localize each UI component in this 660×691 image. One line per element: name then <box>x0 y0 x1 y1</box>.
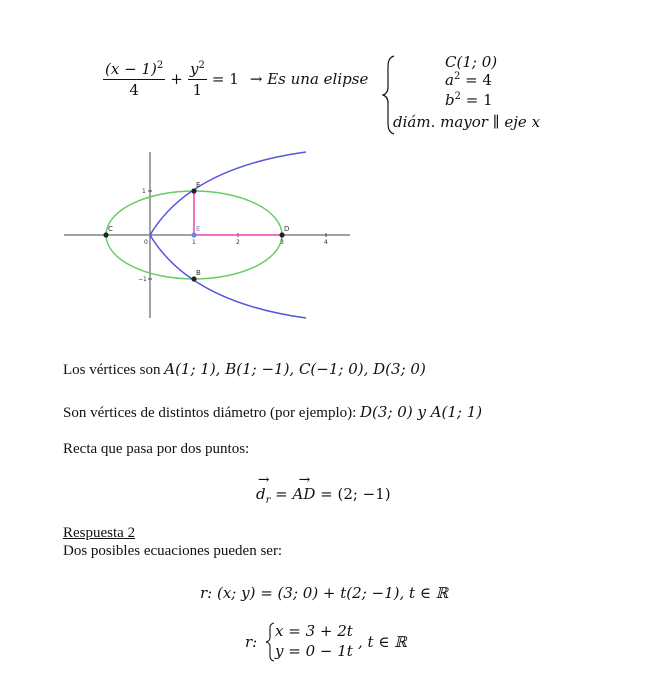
diameter-math: D(3; 0) y A(1; 1) <box>360 403 483 421</box>
fraction-1 <box>103 60 165 99</box>
vector-d <box>256 485 270 506</box>
b-squared-line <box>445 91 493 109</box>
diameter-paragraph <box>63 403 482 422</box>
ellipse-equation <box>103 60 368 99</box>
tick-x-0: 0 <box>144 239 148 246</box>
tick-x-4: 4 <box>324 239 328 246</box>
point-b <box>191 276 196 281</box>
param-brace-icon <box>265 622 275 662</box>
label-b: B <box>196 269 201 277</box>
b-base: b <box>445 91 455 109</box>
b-rest: = 1 <box>460 91 493 109</box>
parametric-y: y = 0 − 1t <box>275 642 353 660</box>
tick-y-1: 1 <box>142 188 146 195</box>
fraction-2 <box>188 60 207 99</box>
direction-vector-equation <box>256 485 391 506</box>
parametric-label: r: <box>245 633 258 651</box>
vertices-prefix: Los vértices son <box>63 362 165 378</box>
label-top: E <box>196 181 201 189</box>
point-d <box>279 232 284 237</box>
tick-x-1: 1 <box>192 239 196 246</box>
vector-ad-letters: AD <box>292 485 316 503</box>
ellipse-conclusion: → Es una elipse <box>249 70 369 88</box>
plus-sign: + <box>170 70 183 88</box>
point-e <box>191 232 196 237</box>
parametric-x: x = 3 + 2t <box>275 622 353 640</box>
label-d: D <box>284 225 290 233</box>
fraction-1-numerator: (x − 1) <box>105 60 157 78</box>
vector-d-letter: d <box>256 485 266 503</box>
vector-result: = (2; −1) <box>315 485 391 503</box>
equation-rhs: = 1 <box>211 70 239 88</box>
fraction-1-denominator: 4 <box>129 81 139 99</box>
a-exp: 2 <box>453 71 461 82</box>
conic-graph <box>60 148 355 320</box>
fraction-2-exponent: 2 <box>198 60 205 71</box>
vector-line-equation: r: (x; y) = (3; 0) + t(2; −1), t ∈ ℝ <box>200 584 449 602</box>
diameter-prefix: Son vértices de distintos diámetro (por ejemplo): <box>63 405 361 421</box>
point-top <box>191 188 196 193</box>
b-exp: 2 <box>454 91 461 102</box>
parametric-tail: , t ∈ ℝ <box>358 633 407 651</box>
label-c: C <box>108 225 113 233</box>
answer-text: Dos posibles ecuaciones pueden ser: <box>63 543 283 559</box>
major-diameter-line: diám. mayor ∥ eje x <box>393 113 541 131</box>
fraction-2-denominator: 1 <box>192 81 203 99</box>
vector-ad <box>293 485 316 503</box>
fraction-2-numerator: y <box>189 60 199 78</box>
tick-x-3: 3 <box>280 239 284 246</box>
vector-d-subscript: r <box>265 495 271 506</box>
center-line: C(1; 0) <box>445 53 498 71</box>
a-squared-line <box>445 71 492 89</box>
line-through-points-text: Recta que pasa por dos puntos: <box>63 441 250 457</box>
point-c <box>103 232 108 237</box>
tick-x-2: 2 <box>236 239 240 246</box>
label-e: E <box>196 225 201 233</box>
vertices-math: A(1; 1), B(1; −1), C(−1; 0), D(3; 0) <box>164 360 426 378</box>
fraction-1-exponent: 2 <box>156 60 164 71</box>
a-rest: = 4 <box>460 71 492 89</box>
answer-title: Respuesta 2 <box>63 525 136 541</box>
vector-equals: = <box>270 485 293 503</box>
a-base: a <box>445 71 454 89</box>
vertices-paragraph <box>63 360 426 379</box>
tick-y-neg1: −1 <box>138 276 147 283</box>
